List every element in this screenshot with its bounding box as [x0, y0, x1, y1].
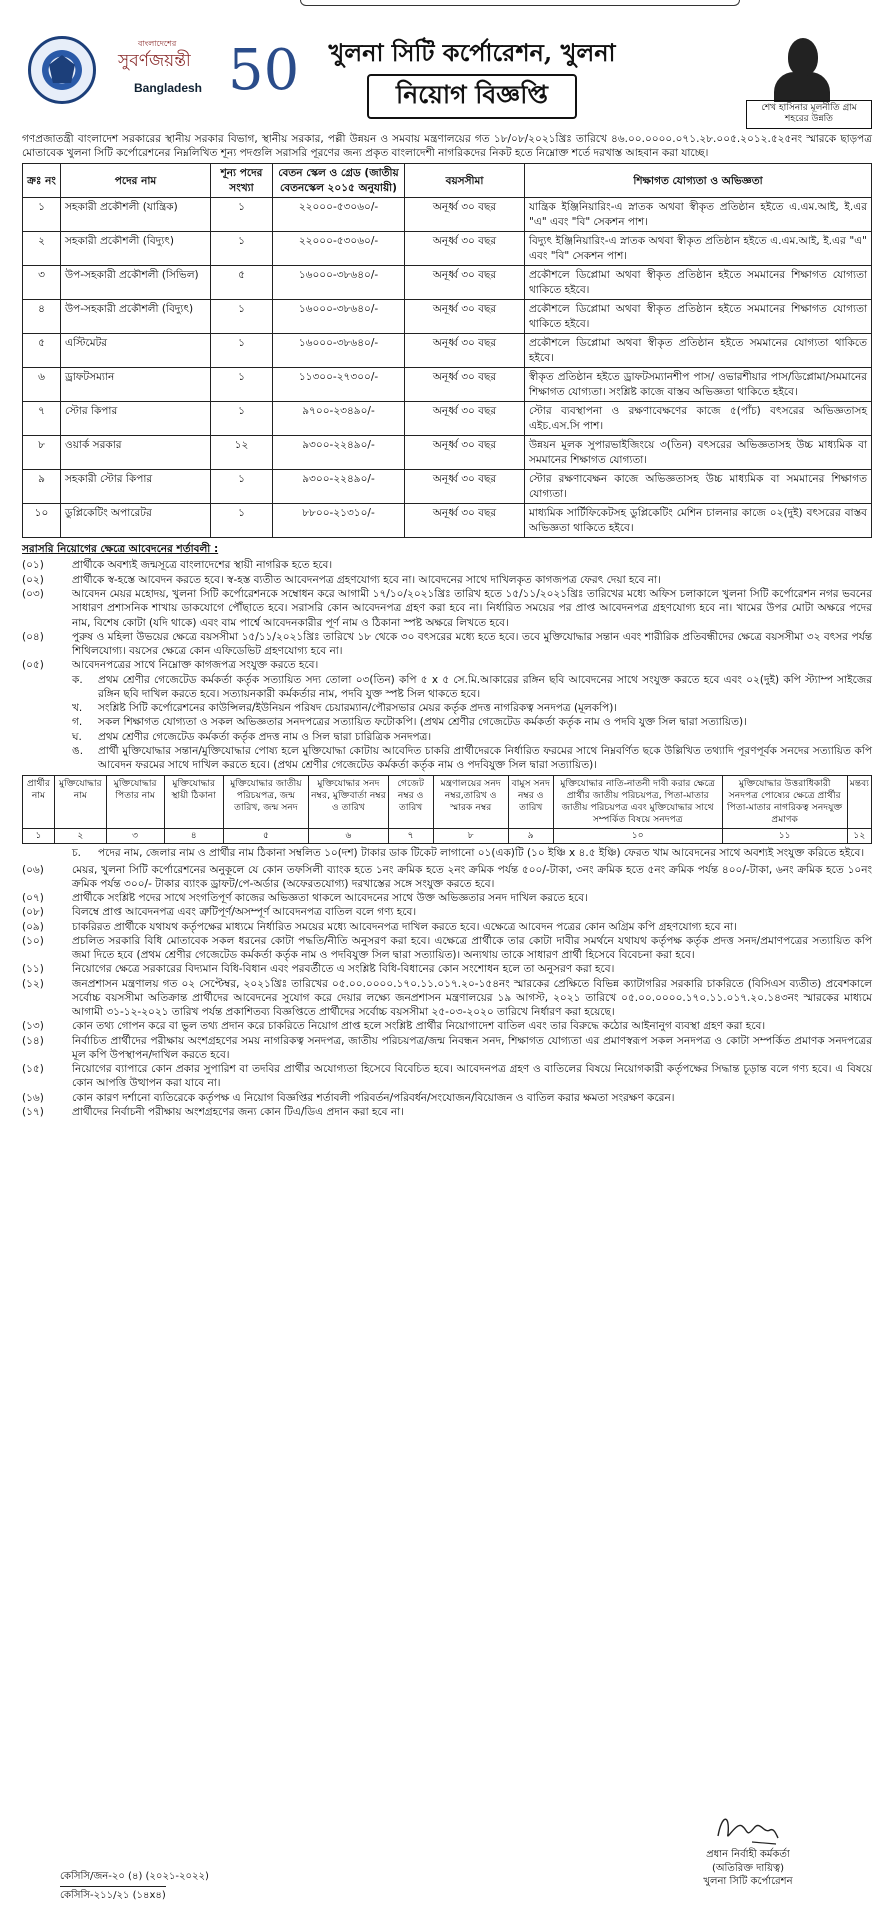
- condition-text: প্রচলিত সরকারি বিধি মোতাবেক সকল ধরনের কোটা পদ্ধতি/নীতি অনুসরণ করা হবে। এক্ষেত্রে প্রার্থীকে তার কোটা দাবীর সমর্থনে যথাযথ কর্তৃপক্ষ কর্তৃক প্রদত্ত সনদ/প্রমাণপত্রের সত্যায়িত কপি জমা দিতে হবে (প্রথম শ্রেণীর গেজেটেড কর্মকর্তা কর্তৃক নাম ও পদবিযুক্ত সিল দ্বারা সত্যায়িত)। অন্যথায় তাকে সাধারণ প্রার্থী হিসেবে বিবেচনা করা হবে।: [72, 934, 872, 962]
- condition-text: চাকরিরত প্রার্থীকে যথাযথ কর্তৃপক্ষের মাধ্যমে নির্ধারিত সময়ের মধ্যে আবেদনপত্র দাখিল করতে হবে। এক্ষেত্রে আবেদন পত্রের কোন অগ্রিম কপি গ্রহণযোগ্য হবে না।: [72, 920, 737, 933]
- ff-col-number: ৬: [309, 829, 389, 844]
- cell-serial: ৭: [23, 402, 61, 436]
- freedom-fighter-table: [22, 775, 872, 844]
- attachment-item-no: খ.: [72, 702, 83, 715]
- table-row: [23, 334, 872, 368]
- condition-text: পুরুষ ও মহিলা উভয়ের ক্ষেত্রে বয়সসীমা ১৫/১১/২০২১খ্রিঃ তারিখে ১৮ থেকে ৩০ বৎসরের মধ্যে হতে হবে। তবে মুক্তিযোদ্ধার সন্তান এবং শারীরিক প্রতিবন্ধীদের ক্ষেত্রে বয়সসীমা ৩২ বৎসর পর্যন্ত শিথিলযোগ্য। বয়সের ক্ষেত্রে কোন এফিডেভিট গ্রহণযোগ্য হবে না।: [72, 630, 872, 658]
- cell-pay-scale: ৯৭০০-২৩৪৯০/-: [273, 402, 405, 436]
- ff-col-header: বামুস সনদ নম্বর ও তারিখ: [508, 776, 553, 829]
- condition-text: প্রার্থীদের নির্বাচনী পরীক্ষায় অংশগ্রহণের জন্য কোন টিএ/ডিএ প্রদান করা হবে না।: [72, 1106, 404, 1119]
- cell-post-name: স্টোর কিপার: [61, 402, 211, 436]
- cell-qualification: মাধ্যমিক সার্টিফিকেটসহ ডুপ্লিকেটিং মেশিন চালনার কাজে ০২(দুই) বৎসরের বাস্তব অভিজ্ঞতা থাকিতে হইবে।: [525, 504, 872, 538]
- table-row: [23, 232, 872, 266]
- attachment-item-text: সংশ্লিষ্ট সিটি কর্পোরেশনের কাউন্সিলর/ইউনিয়ন পরিষদ চেয়ারম্যান/পৌরসভার মেয়র কর্তৃক প্রদত্ত নাগরিকত্ব সনদপত্র (মূলকপি)।: [98, 702, 618, 715]
- cell-qualification: প্রকৌশলে ডিপ্লোমা অথবা স্বীকৃত প্রতিষ্ঠান হইতে সমমানের শিক্ষাগত যোগ্যতা থাকিতে হইবে।: [525, 266, 872, 300]
- cell-qualification: উন্নয়ন মূলক সুপারভাইজিংয়ে ৩(তিন) বৎসরের অভিজ্ঞতাসহ উচ্চ মাধ্যমিক বা সমমানের শিক্ষাগত যোগ্যতা।: [525, 436, 872, 470]
- portrait-image: [760, 32, 842, 102]
- notice-header: [22, 14, 872, 132]
- cell-post-name: ওয়ার্ক সরকার: [61, 436, 211, 470]
- cell-post-name: ড্রাফটসম্যান: [61, 368, 211, 402]
- cell-serial: ৮: [23, 436, 61, 470]
- attachments-sublist: [22, 673, 872, 773]
- table-row: [23, 436, 872, 470]
- cell-age-limit: অনূর্ধ্ব ৩০ বছর: [405, 402, 525, 436]
- condition-item: [22, 891, 872, 905]
- attachment-item-text: প্রথম শ্রেণীর গেজেটেড কর্মকর্তা কর্তৃক সত্যায়িত সদ্য তোলা ০৩(তিন) কপি ৫ x ৫ সে.মি.আকারের রঙ্গিন ছবি আবেদনের সাথে সংযুক্ত করতে হবে এবং ০২(দুই) কপি স্ট্যাম্প সাইজের রঙ্গিন ছবি দাখিল করতে হবে। সত্যায়নকারী কর্মকর্তার নাম, পদবি যুক্ত স্পষ্ট সিল থাকতে হবে।: [98, 673, 872, 700]
- signatory-charge: (অতিরিক্ত দায়িত্ব): [711, 1862, 785, 1874]
- condition-no: (১৭): [22, 1106, 44, 1119]
- condition-no: (০৬): [22, 863, 44, 876]
- condition-no: (০৩): [22, 588, 44, 601]
- attachment-item: [22, 673, 872, 702]
- table-row: [23, 402, 872, 436]
- cell-pay-scale: ১৬০০০-৩৮৬৪০/-: [273, 266, 405, 300]
- ff-col-header: মন্ত্রণালয়ের সনদ নম্বর,তারিখ ও স্মারক নম্বর: [433, 776, 508, 829]
- condition-text: প্রার্থীকে অবশ্যই জন্মসূত্রে বাংলাদেশের স্থায়ী নাগরিক হতে হবে।: [72, 559, 333, 572]
- cell-age-limit: অনূর্ধ্ব ৩০ বছর: [405, 504, 525, 538]
- ff-col-header: প্রার্থীর নাম: [23, 776, 55, 829]
- condition-item: [22, 1019, 872, 1033]
- cell-vacancies: ১: [211, 368, 273, 402]
- condition-item: [22, 1091, 872, 1105]
- cell-pay-scale: ২২০০০-৫৩০৬০/-: [273, 198, 405, 232]
- cell-vacancies: ১: [211, 402, 273, 436]
- attachment-item-text: সকল শিক্ষাগত যোগ্যতা ও সকল অভিজ্ঞতার সনদপত্রের সত্যায়িত ফটোকপি। (প্রথম শ্রেণীর গেজেটেড কর্মকর্তা কর্তৃক নাম ও পদবি যুক্ত সিল দ্বারা সত্যায়িত)।: [98, 716, 747, 729]
- cell-vacancies: ৫: [211, 266, 273, 300]
- col-post-name: পদের নাম: [61, 164, 211, 198]
- cell-serial: ১০: [23, 504, 61, 538]
- ff-col-number: ১২: [847, 829, 871, 844]
- cell-age-limit: অনূর্ধ্ব ৩০ বছর: [405, 198, 525, 232]
- attachment-item-no: ক.: [72, 673, 83, 686]
- ff-col-header: মুক্তিযোদ্ধার নাতি-নাতনী দাবী করার ক্ষেত্রে প্রার্থীর জাতীয় পরিচয়পত্র, পিতা-মাতার জাতীয় পরিচয়পত্র এবং মুক্তিযোদ্ধার সাথে সম্পর্কিত বিষয়ে সনদপত্র: [553, 776, 722, 829]
- signature-block: [0, 1794, 894, 1914]
- cell-vacancies: ১: [211, 198, 273, 232]
- condition-text: আবেদন মেয়র মহোদয়, খুলনা সিটি কর্পোরেশনকে সম্বোধন করে আগামী ১৭/১০/২০২১খ্রিঃ তারিখ হতে ১৫/১১/২০২১খ্রিঃ তারিখের মধ্যে অফিস চলাকালে খুলনা সিটি কর্পোরেশন নগর ভবনের সাধারণ প্রশাসনিক শাখায় ডাকযোগে পৌঁছাতে হবে। সরাসরি কোন আবেদনপত্র গ্রহণ করা হবে না। নির্ধারিত সময়ের পর প্রাপ্ত আবেদনপত্র গ্রহণযোগ্য হবে না। খামের উপর মোটা অক্ষরে পদের নাম, বিশেষ কোটা (যদি থাকে) এবং বাম পার্শ্বে আবেদনকারীর পূর্ণ নাম ও ঠিকানা স্পষ্ট অক্ষরে লিখতে হবে।: [72, 588, 873, 629]
- cell-post-name: ডুপ্লিকেটিং অপারেটর: [61, 504, 211, 538]
- condition-no: (১৪): [22, 1034, 44, 1047]
- cell-qualification: স্বীকৃত প্রতিষ্ঠান হইতে ড্রাফটসম্যানশীপ পাস/ ওভারশীয়ার পাস/ডিপ্লোমা/সমমানের শিক্ষাগত যোগ্যতা। সংশ্লিষ্ট কাজে বাস্তব অভিজ্ঞতা থাকিতে হইবে।: [525, 368, 872, 402]
- attachment-item: [22, 744, 872, 773]
- condition-item: [22, 1034, 872, 1063]
- cell-age-limit: অনূর্ধ্ব ৩০ বছর: [405, 436, 525, 470]
- condition-item: [22, 1062, 872, 1091]
- cell-pay-scale: ২২০০০-৫৩০৬০/-: [273, 232, 405, 266]
- organization-title: খুলনা সিটি কর্পোরেশন, খুলনা: [328, 38, 616, 67]
- col-pay-scale: বেতন স্কেল ও গ্রেড (জাতীয় বেতনস্কেল ২০১৫ অনুযায়ী): [273, 164, 405, 198]
- cell-serial: ৩: [23, 266, 61, 300]
- condition-no: (১৬): [22, 1091, 44, 1104]
- condition-text: আবেদনপত্রের সাথে নিম্নোক্ত কাগজপত্র সংযুক্ত করতে হবে।: [72, 659, 319, 672]
- cell-post-name: সহকারী প্রকৌশলী (যান্ত্রিক): [61, 198, 211, 232]
- condition-no: (০২): [22, 573, 44, 586]
- jubilee-small-text: বাংলাদেশের: [138, 39, 177, 48]
- attachment-item-text: পদের নাম, জেলার নাম ও প্রার্থীর নাম ঠিকানা সম্বলিত ১০(দশ) টাকার ডাক টিকেট লাগানো ০১(এক)টি (১০ ইঞ্চি x ৪.৫ ইঞ্চি) ফেরত খাম আবেদনের সাথে অবশ্যই সংযুক্ত করিতে হইবে।: [98, 847, 865, 860]
- attachment-item-no: গ.: [72, 716, 83, 729]
- attachment-item-cha: [22, 846, 872, 860]
- golden-jubilee-logo: [108, 38, 228, 108]
- conditions-list-b: [22, 863, 872, 1120]
- conditions-list-a: [22, 558, 872, 672]
- signatory-text: [658, 1848, 838, 1889]
- motto-box: শেখ হাসিনার মূলনীতি গ্রাম শহরের উন্নতি: [746, 100, 872, 129]
- seal-emblem-icon: [49, 55, 75, 83]
- ff-col-number: ৫: [223, 829, 308, 844]
- cell-age-limit: অনূর্ধ্ব ৩০ বছর: [405, 232, 525, 266]
- cell-pay-scale: ১৬০০০-৩৮৬৪০/-: [273, 334, 405, 368]
- cell-qualification: স্টোর রক্ষণাবেক্ষন কাজে অভিজ্ঞতাসহ উচ্চ মাধ্যমিক বা সমমানের শিক্ষাগত যোগ্যতা।: [525, 470, 872, 504]
- print-reference: কেসিসি-২১১/২১ (১৪x৪): [60, 1886, 166, 1903]
- cell-post-name: সহকারী প্রকৌশলী (বিদ্যুৎ): [61, 232, 211, 266]
- handwritten-signature: [712, 1808, 782, 1848]
- cell-serial: ৯: [23, 470, 61, 504]
- kcc-seal-logo: [28, 36, 96, 104]
- ff-col-header: মুক্তিযোদ্ধার নাম: [55, 776, 107, 829]
- cell-vacancies: ১: [211, 300, 273, 334]
- cell-serial: ৪: [23, 300, 61, 334]
- condition-item: [22, 962, 872, 976]
- cell-post-name: সহকারী স্টোর কিপার: [61, 470, 211, 504]
- ff-col-header: মুক্তিযোদ্ধার পিতার নাম: [106, 776, 164, 829]
- col-age-limit: বয়সসীমা: [405, 164, 525, 198]
- condition-no: (০৭): [22, 892, 44, 905]
- cell-vacancies: ১২: [211, 436, 273, 470]
- cell-vacancies: ১: [211, 334, 273, 368]
- condition-no: (০৮): [22, 906, 44, 919]
- ff-col-header: গেজেট নম্বর ও তারিখ: [388, 776, 433, 829]
- condition-item: [22, 977, 872, 1020]
- attachment-item: [22, 730, 872, 744]
- condition-text: কোন তথ্য গোপন করে বা ভুল তথ্য প্রদান করে চাকরিতে নিয়োগ প্রাপ্ত হলে সংশ্লিষ্ট প্রার্থীর নিয়োগাদেশ বাতিল এবং তার বিরুদ্ধে কঠোর আইনানুগ ব্যবস্থা গ্রহণ করা হবে।: [72, 1020, 766, 1033]
- cell-age-limit: অনূর্ধ্ব ৩০ বছর: [405, 300, 525, 334]
- portrait-head-shape: [788, 38, 818, 76]
- condition-item: [22, 934, 872, 963]
- conditions-title: সরাসরি নিয়োগের ক্ষেত্রে আবেদনের শর্তাবলী :: [22, 543, 219, 555]
- table-row: [23, 266, 872, 300]
- cell-serial: ১: [23, 198, 61, 232]
- ff-col-number: ৩: [106, 829, 164, 844]
- attachment-item-text: প্রথম শ্রেণীর গেজেটেড কর্মকর্তা কর্তৃক প্রদত্ত নাম ও সিল দ্বারা চারিত্রিক সনদপত্র।: [98, 730, 432, 743]
- condition-item: [22, 863, 872, 892]
- portrait-body-shape: [774, 72, 830, 102]
- ff-col-number: ২: [55, 829, 107, 844]
- condition-text: নির্বাচিত প্রার্থীদের পরীক্ষায় অংশগ্রহণের সময় নাগরিকত্ব সনদপত্র, জাতীয় পরিচয়পত্র/জন্ম নিবন্ধন সনদ, শিক্ষাগত যোগ্যতা এর প্রমাণস্বরূপ সকল সনদপত্র ও কোটা সম্পর্কিত প্রমাণক সনদপত্রের মূল কপি উপস্থাপন/দাখিল করতে হবে।: [72, 1034, 872, 1061]
- cell-qualification: বিদ্যুৎ ইঞ্জিনিয়ারিং-এ স্নাতক অথবা স্বীকৃত প্রতিষ্ঠান হইতে এ.এম.আই, ই.এর "এ" এবং "বি" সেকশন পাশ।: [525, 232, 872, 266]
- vacancy-table-header: [23, 164, 872, 198]
- ff-col-number: ৯: [508, 829, 553, 844]
- condition-item: [22, 658, 872, 672]
- ff-col-header: মুক্তিযোদ্ধার স্থায়ী ঠিকানা: [164, 776, 223, 829]
- ff-col-number: ৮: [433, 829, 508, 844]
- condition-item: [22, 630, 872, 659]
- cell-pay-scale: ৯৩০০-২২৪৯০/-: [273, 470, 405, 504]
- cell-qualification: স্টোর ব্যবস্থাপনা ও রক্ষণাবেক্ষণের কাজে ৫(পাঁচ) বৎসরের অভিজ্ঞতাসহ এইচ.এস.সি পাশ।: [525, 402, 872, 436]
- condition-no: (০১): [22, 559, 44, 572]
- ff-col-header: মুক্তিযোদ্ধার উত্তরাধিকারী সনদপত্র পোষ্যের ক্ষেত্রে প্রার্থীর পিতা-মাতার নাগরিকত্ব সনদযুক্ত প্রমাণক: [722, 776, 847, 829]
- table-row: [23, 368, 872, 402]
- condition-item: [22, 587, 872, 630]
- cell-serial: ২: [23, 232, 61, 266]
- col-qualification: শিক্ষাগত যোগ্যতা ও অভিজ্ঞতা: [525, 164, 872, 198]
- condition-no: (১৩): [22, 1020, 44, 1033]
- condition-item: [22, 1105, 872, 1119]
- cell-qualification: যান্ত্রিক ইঞ্জিনিয়ারিং-এ স্নাতক অথবা স্বীকৃত প্রতিষ্ঠান হইতে এ.এম.আই, ই.এর "এ" এবং "বি" সেকশন পাশ।: [525, 198, 872, 232]
- cell-pay-scale: ৯৩০০-২২৪৯০/-: [273, 436, 405, 470]
- cell-pay-scale: ৮৮০০-২১৩১০/-: [273, 504, 405, 538]
- vacancy-table: [22, 163, 872, 538]
- cell-post-name: উপ-সহকারী প্রকৌশলী (সিভিল): [61, 266, 211, 300]
- jubilee-big-text: সুবর্ণজয়ন্তী: [118, 51, 191, 71]
- ff-col-header: মুক্তিযোদ্ধার সনদ নম্বর, মুক্তিবার্তা নম্বর ও তারিখ: [309, 776, 389, 829]
- notice-title: নিয়োগ বিজ্ঞপ্তি: [367, 74, 577, 119]
- cell-serial: ৫: [23, 334, 61, 368]
- intro-paragraph: গণপ্রজাতন্ত্রী বাংলাদেশ সরকারের স্থানীয় সরকার বিভাগ, স্থানীয় সরকার, পল্লী উন্নয়ন ও সমবায় মন্ত্রণালয়ের গত ১৮/০৮/২০২১খ্রিঃ তারিখে ৪৬.০০.০০০০.০৭১.২৮.০০৫.২০১২.৫২৫নং স্মারকে ছাড়পত্র মোতাবেক খুলনা সিটি কর্পোরেশনের নিম্নলিখিত শূন্য পদগুলি সরাসরি পূরণের জন্য প্রকৃত বাংলাদেশী নাগরিকদের নিকট হতে নিম্নোক্ত শর্তে দরখাস্ত আহবান করা যাচ্ছে।: [22, 133, 872, 160]
- condition-item: [22, 558, 872, 572]
- attachment-item-text: প্রার্থী মুক্তিযোদ্ধার সন্তান/মুক্তিযোদ্ধার পোষ্য হলে মুক্তিযোদ্ধা কোটায় আবেদিত চাকরি প্রার্থীদেরকে নির্ধারিত ফরমের সাথে নিম্নবর্ণিত ছকে উল্লিখিত তথ্যাদি পূরণপূর্বক সনদের সত্যায়িত কপি আবেদন ফরমের সাথে দাখিল করতে হবে। (প্রথম শ্রেণীর গেজেটেড কর্মকর্তা কর্তৃক নাম ও পদবিযুক্ত সিল দ্বারা সত্যায়িত)।: [98, 744, 872, 772]
- cell-pay-scale: ১১৩০০-২৭৩০০/-: [273, 368, 405, 402]
- table-row: [23, 300, 872, 334]
- table-row: [23, 470, 872, 504]
- table-row: [23, 198, 872, 232]
- signatory-organization: খুলনা সিটি কর্পোরেশন: [703, 1876, 793, 1887]
- jubilee-50-mark: 50: [228, 38, 300, 103]
- condition-no: (১৫): [22, 1063, 44, 1076]
- condition-text: মেয়র, খুলনা সিটি কর্পোরেশনের অনুকূলে যে কোন তফসিলী ব্যাংক হতে ১নং ক্রমিক হতে ২নং ক্রমিক পর্যন্ত ৫০০/-টাকা, ৩নং ক্রমিক হতে ৫নং ক্রমিক পর্যন্ত ৪০০/-টাকা, ৬নং ক্রমিক হতে ১০নং ক্রমিক পর্যন্ত ৩০০/- টাকার ব্যাংক ড্রাফট/পে-অর্ডার (অফেরতযোগ্য) দরখাস্তের সঙ্গে সংযুক্ত করতে হবে।: [72, 863, 872, 890]
- attachment-item-no: চ.: [72, 847, 82, 860]
- signatory-designation: প্রধান নির্বাহী কর্মকর্তা: [706, 1849, 790, 1860]
- condition-item: [22, 573, 872, 587]
- reference-numbers: [60, 1870, 209, 1902]
- condition-no: (১০): [22, 934, 44, 947]
- top-border: [300, 0, 740, 6]
- col-serial: ক্রঃ নং: [23, 164, 61, 198]
- cell-age-limit: অনূর্ধ্ব ৩০ বছর: [405, 334, 525, 368]
- ff-col-number: ১০: [553, 829, 722, 844]
- ff-table-number-row: [23, 829, 872, 844]
- condition-no: (১১): [22, 963, 44, 976]
- condition-item: [22, 905, 872, 919]
- condition-text: নিয়োগের ব্যাপারে কোন প্রকার সুপারিশ বা তদবির প্রার্থীর অযোগ্যতা হিসেবে বিবেচিত হবে। আবেদনপত্র গ্রহণ ও বাতিলের বিষয়ে নিয়োগকারী কর্তৃপক্ষের সিদ্ধান্ত চূড়ান্ত বলে গণ্য হবে। এ বিষয়ে কোন আপত্তি উত্থাপন করা যাবে না।: [72, 1063, 872, 1090]
- cell-pay-scale: ১৬০০০-৩৮৬৪০/-: [273, 300, 405, 334]
- condition-text: প্রার্থীকে সংশ্লিষ্ট পদের সাথে সংগতিপূর্ণ কাজের অভিজ্ঞতা থাকলে আবেদনের সাথে উক্ত অভিজ্ঞতার সনদ দাখিল করতে হবে।: [72, 892, 588, 905]
- condition-text: কোন কারণ দর্শানো ব্যতিরেকে কর্তৃপক্ষ এ নিয়োগ বিজ্ঞপ্তির শর্তাবলী পরিবর্তন/পরিবর্ধন/সংযোজন/বিয়োজন ও বাতিল করার ক্ষমতা সংরক্ষণ করেন।: [72, 1091, 675, 1104]
- cell-post-name: এস্টিমেটর: [61, 334, 211, 368]
- condition-no: (০৯): [22, 920, 44, 933]
- cell-qualification: প্রকৌশলে ডিপ্লোমা অথবা স্বীকৃত প্রতিষ্ঠান হইতে সমমানের শিক্ষাগত যোগ্যতা থাকিতে হইবে।: [525, 300, 872, 334]
- condition-no: (০৫): [22, 659, 44, 672]
- cell-vacancies: ১: [211, 232, 273, 266]
- attachment-item-no: ঙ.: [72, 744, 84, 757]
- cell-age-limit: অনূর্ধ্ব ৩০ বছর: [405, 266, 525, 300]
- condition-text: নিয়োগের ক্ষেত্রে সরকারের বিদ্যমান বিধি-বিধান এবং পরবর্তীতে এ সংশ্লিষ্ট বিধি-বিধানের কোন সংশোধন হলে তা অনুসরণ করা হবে।: [72, 963, 615, 976]
- cell-post-name: উপ-সহকারী প্রকৌশলী (বিদ্যুৎ): [61, 300, 211, 334]
- cell-age-limit: অনূর্ধ্ব ৩০ বছর: [405, 470, 525, 504]
- ff-col-number: ১১: [722, 829, 847, 844]
- cell-qualification: প্রকৌশলে ডিপ্লোমা অথবা স্বীকৃত প্রতিষ্ঠান হইতে সমমানের যোগ্যতা থাকিতে হইবে।: [525, 334, 872, 368]
- ff-col-number: ৭: [388, 829, 433, 844]
- ff-col-header: মন্তব্য: [847, 776, 871, 829]
- vacancy-table-body: [23, 198, 872, 538]
- condition-text: প্রার্থীকে স্ব-হস্তে আবেদন করতে হবে। স্ব-হস্ত ব্যতীত আবেদনপত্র গ্রহণযোগ্য হবে না। আবেদনের সাথে দাখিলকৃত কাগজপত্র ফেরৎ দেয়া হবে না।: [72, 573, 661, 586]
- memo-reference: কেসিসি/জন-২০ (৪) (২০২১-২০২২): [60, 1871, 209, 1882]
- table-row: [23, 504, 872, 538]
- ff-col-header: মুক্তিযোদ্ধার জাতীয় পরিচয়পত্র, জন্ম তারিখ, জন্ম সনদ: [223, 776, 308, 829]
- attachment-item: [22, 715, 872, 729]
- condition-no: (০৪): [22, 630, 44, 643]
- condition-text: বিলম্বে প্রাপ্ত আবেদনপত্র এবং ত্রুটিপূর্ণ/অসম্পূর্ণ আবেদনপত্র বাতিল বলে গণ্য হবে।: [72, 906, 417, 919]
- condition-text: জনপ্রশাসন মন্ত্রণালয় গত ০২ সেপ্টেম্বর, ২০২১খ্রিঃ তারিখের ০৫.০০.০০০০.১৭০.১১.০১৭.২০-১৫৪নং স্মারকের প্রেক্ষিতে বিভিন্ন ক্যাটাগরির সরকারি চাকরিতে (বিসিএস ব্যতীত) প্রবেশকালে সর্বোচ্চ বয়সসীমা অতিক্রান্ত প্রার্থীদের আবেদনের সুযোগ করে দেয়ার লক্ষ্যে জনপ্রশাসন মন্ত্রণালয়ের ১৯ আগস্ট, ২০২১ তারিখে ০৫.০০.০০০০.১৭০.১১.০১৭.২০.১৪৩নং স্মারকের মাধ্যমে আগামী ৩১-১২-২০২১ তারিখ পর্যন্ত প্রকাশিতব্য বিজ্ঞপ্তিতে প্রার্থীদের সর্বোচ্চ বয়সসীমা ২৫-০৩-২০২০ তারিখে নির্ধারণ করা হয়েছে।: [72, 977, 872, 1019]
- ff-table-header: [23, 776, 872, 829]
- jubilee-english-text: Bangladesh: [134, 81, 203, 95]
- attachment-item-no: ঘ.: [72, 730, 82, 743]
- col-vacancies: শূন্য পদের সংখ্যা: [211, 164, 273, 198]
- ff-col-number: ১: [23, 829, 55, 844]
- attachment-item: [22, 701, 872, 715]
- condition-no: (১২): [22, 977, 44, 990]
- cell-vacancies: ১: [211, 470, 273, 504]
- cell-serial: ৬: [23, 368, 61, 402]
- cell-age-limit: অনূর্ধ্ব ৩০ বছর: [405, 368, 525, 402]
- cell-vacancies: ১: [211, 504, 273, 538]
- condition-item: [22, 920, 872, 934]
- ff-col-number: ৪: [164, 829, 223, 844]
